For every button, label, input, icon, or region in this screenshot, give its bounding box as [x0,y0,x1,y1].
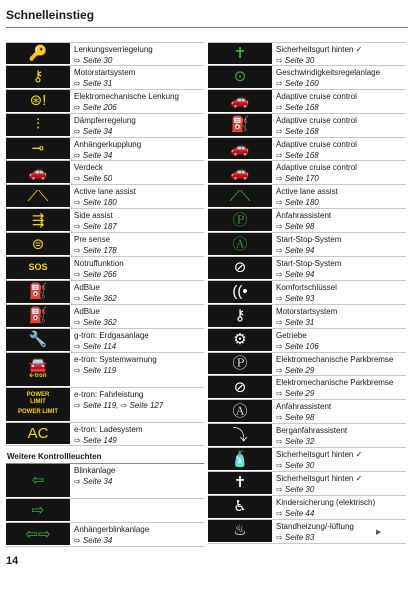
list-item [208,472,406,496]
parking-brake-icon-glyph: Ⓟ [232,355,248,373]
warning-light-name: Motorstartsystem [74,67,136,77]
warning-light-name: Sicherheitsgurt hinten ✓ [276,474,363,484]
child-lock-icon [208,496,272,519]
steering-lock-icon [6,43,70,65]
warning-light-name: Sicherheitsgurt hinten ✓ [276,45,363,54]
page-reference-link[interactable]: ⇨ Seite 34 [74,536,113,546]
comfort-key-icon-glyph: ((• [232,283,248,301]
list-item-text [272,448,362,471]
seatbelt-rear-icon-glyph: ✝ [233,44,247,62]
list-item-text [70,257,124,280]
acc-icon-3 [208,138,272,161]
list-item [6,423,204,447]
key-white-icon [208,305,272,328]
list-item [6,281,204,305]
page-reference-link[interactable]: ⇨ Seite 168 [276,126,319,136]
power-limit-label: POWER LIMIT [26,392,50,406]
seatbelt-rear-white-icon-2-glyph: ✝ [233,474,247,492]
list-item-text [272,496,375,519]
list-item-text [70,464,115,498]
list-item [208,66,406,90]
list-item-text [272,257,341,280]
page-reference-link[interactable]: ⇨ Seite 94 [276,246,315,256]
list-item [208,448,406,472]
list-item [6,233,204,257]
list-item-text [70,43,153,65]
warning-light-name: AdBlue [74,306,100,316]
list-item [208,138,406,162]
damper-icon-glyph: ⫶ [36,116,40,134]
list-item [208,424,406,448]
start-stop-off-icon [208,257,272,280]
list-item-text [70,90,179,113]
list-item [208,185,406,209]
adblue-icon-2 [6,305,70,328]
list-item [6,66,204,90]
list-item [6,138,204,162]
warning-light-name: e-tron: Ladesystem [74,424,143,434]
warning-light-name: Lenkungsverriegelung [74,45,153,54]
page-reference-link[interactable]: ⇨ Seite 187 [74,222,117,232]
lane-assist-green-icon-glyph: ⟋⟍ [229,187,251,205]
acc-icon-1 [208,90,272,113]
page-reference-link[interactable]: ⇨ Seite 170 [276,174,319,184]
list-item-text [272,233,341,256]
parking-brake-off-icon-glyph: ⊘ [233,378,247,396]
list-item-text [272,43,362,65]
list-item [6,523,204,547]
list-item [208,161,406,185]
trailer-turn-icon-glyph: ⇦⇨ [25,525,51,543]
header-divider [6,27,408,28]
warning-light-name: e-tron: Fahrleistung [74,389,144,399]
warning-light-name: Blinkanlage [74,466,116,476]
warning-light-name: Berganfahrassistent [276,426,348,436]
acc-icon-4-glyph: 🚗 [230,163,250,181]
list-item-text [70,138,141,161]
page-reference-link[interactable]: ⇨ Seite 149 [74,435,117,445]
side-assist-icon-glyph: ⇶ [31,211,45,229]
list-item-text [70,209,117,232]
page-reference-link[interactable]: ⇨ Seite 114 [74,341,117,351]
right-column [208,42,406,544]
lane-assist-icon-glyph: ⟋⟍ [27,187,49,205]
warning-light-name: Pre sense [74,235,111,245]
warning-light-name: Getriebe [276,330,307,340]
list-item-text [272,305,337,328]
aux-heater-icon [208,520,272,543]
page-title: Schnelleinstieg [6,8,95,22]
page-reference-link[interactable]: ⇨ Seite 31 [74,78,113,88]
list-item-text [272,281,337,304]
page-reference-link[interactable]: ⇨ Seite 30 [276,485,315,495]
list-item-text [70,499,74,522]
turn-right-icon [6,499,70,522]
list-item-text [272,114,357,137]
key-white-icon-glyph: ⚷ [234,307,246,325]
page-reference-link[interactable]: ⇨ Seite 119 [74,365,117,375]
list-item [6,114,204,138]
warning-light-name: Dämpferregelung [74,115,136,125]
parking-brake-icon [208,353,272,376]
pre-sense-icon [6,233,70,256]
adblue-icon-glyph: ⛽ [28,283,48,301]
warning-light-name: Elektromechanische Lenkung [74,91,179,101]
key-icon-glyph: ⚷ [32,68,44,86]
list-item-text [272,400,331,423]
start-stop-icon [208,233,272,256]
page-reference-link[interactable]: ⇨ Seite 93 [276,293,315,303]
page-reference-link[interactable]: ⇨ Seite 29 [276,365,315,375]
list-item-text [70,281,117,304]
acc-icon-3-glyph: 🚗 [230,140,250,157]
side-assist-icon [6,209,70,232]
list-item [6,161,204,185]
list-item-text [272,424,347,447]
seatbelt-rear-icon [208,43,272,65]
list-item-text [70,423,142,446]
page-reference-link[interactable]: ⇨ Seite 34 [74,126,113,136]
hill-descent-icon [208,424,272,447]
page-reference-link[interactable]: ⇨ Seite 30 [276,56,315,65]
page-reference-link[interactable]: ⇨ Seite 106 [276,341,319,351]
start-stop-off-icon-glyph: ⊘ [233,259,247,277]
wrench-icon [6,329,70,352]
page-reference-link[interactable]: ⇨ Seite 180 [276,198,319,208]
seatbelt-rear-white-icon-glyph: 🧴 [230,450,250,468]
warning-light-name: Notruffunktion [74,259,124,269]
list-item [6,464,204,499]
warning-light-name: Kindersicherung (elektrisch) [276,497,376,507]
page-reference-link[interactable]: ⇨ Seite 44 [276,508,315,518]
page-reference-link[interactable]: ⇨ Seite 83 [276,532,315,542]
acc-icon-1-glyph: 🚗 [230,92,250,110]
list-item-text [70,305,117,328]
warning-light-name: Motorstartsystem [276,306,338,316]
warning-light-name: Anhängerblinkanlage [74,525,150,535]
page-reference-link[interactable]: ⇨ Seite 168 [276,102,319,112]
hold-assist-icon-glyph: Ⓐ [232,402,248,420]
hill-descent-icon-glyph: ⤵ [232,426,248,444]
steering-warning-icon [6,90,70,113]
list-item-text [272,353,393,376]
warning-light-name: Sicherheitsgurt hinten ✓ [276,450,363,460]
hill-start-icon-glyph: Ⓟ [232,211,248,229]
page-reference-link[interactable]: ⇨ Seite 119, ⇨ Seite 127 [74,400,164,410]
trailer-hitch-icon [6,138,70,161]
warning-light-name: Elektromechanische Parkbremse [276,378,394,388]
ac-charging-icon-glyph: AC [27,425,49,443]
list-item [6,209,204,233]
convertible-top-icon [6,161,70,184]
warning-light-name: Anhängerkupplung [74,139,142,149]
list-item [208,42,406,66]
steering-lock-icon-glyph: 🔑 [28,44,48,62]
damper-icon [6,114,70,137]
turn-left-icon-glyph: ⇦ [31,472,45,490]
list-item [208,329,406,353]
warning-light-name: e-tron: Systemwarnung [74,354,157,364]
aux-heater-icon-glyph: ♨ [233,522,247,540]
list-item-text [70,66,135,89]
pre-sense-icon-glyph: ⊜ [31,235,45,253]
page-reference-link[interactable]: ⇨ Seite 34 [74,150,113,160]
list-item [6,329,204,353]
list-item [6,353,204,388]
warning-light-name: Side assist [74,211,113,221]
list-item [208,376,406,400]
gearbox-icon [208,329,272,352]
seatbelt-rear-white-icon [208,448,272,471]
warning-light-name: Adaptive cruise control [276,139,357,149]
list-item [6,42,204,66]
adblue-icon [6,281,70,304]
list-item [6,499,204,523]
warning-light-name: Active lane assist [276,187,338,197]
list-item [6,185,204,209]
etron-car-glyph: 🚘 [28,357,48,375]
hill-start-icon [208,209,272,232]
acc-icon-4 [208,161,272,184]
list-item [208,305,406,329]
page-reference-link[interactable]: ⇨ Seite 34 [74,477,113,487]
list-item-text [70,329,149,352]
warning-light-name: Adaptive cruise control [276,115,357,125]
list-item [208,209,406,233]
page-reference-link[interactable]: ⇨ Seite 29 [276,389,315,399]
key-icon [6,66,70,89]
page-reference-link[interactable]: ⇨ Seite 50 [74,174,113,184]
list-item-text [70,185,136,208]
page-reference-link[interactable]: ⇨ Seite 30 [74,56,113,65]
warning-light-name: Verdeck [74,163,103,173]
warning-light-name: Adaptive cruise control [276,163,357,173]
list-item-text [272,520,354,543]
seatbelt-rear-white-icon-2 [208,472,272,495]
warning-light-name: Standheizung/-lüftung [276,521,354,531]
list-item-text [272,209,331,232]
page-reference-link[interactable]: ⇨ Seite 180 [74,198,117,208]
etron-label: e-tron [29,373,47,380]
list-item-text [70,353,157,387]
list-item-text [70,388,163,422]
warning-light-name: g-tron: Erdgasanlage [74,330,149,340]
steering-warning-icon-glyph: ⊛! [29,92,47,110]
section-title: Weitere Kontrollleuchten [6,450,204,464]
wrench-icon-glyph: 🔧 [28,331,48,349]
warning-light-name: Anfahrassistent [276,402,332,412]
list-item [6,305,204,329]
warning-light-name: Geschwindigkeitsregelanlage [276,67,381,77]
hold-assist-icon [208,400,272,423]
warning-light-name: Active lane assist [74,187,136,197]
page-reference-link[interactable]: ⇨ Seite 98 [276,222,315,232]
etron-system-icon [6,353,70,387]
cruise-control-icon-glyph: ⊙ [233,68,247,86]
adblue-icon-2-glyph: ⛽ [28,307,48,325]
list-item-text [70,161,112,184]
list-item-text [272,329,319,352]
list-item-text [272,66,380,89]
acc-icon-2 [208,114,272,137]
convertible-top-icon-glyph: 🚗 [28,163,48,181]
list-item-text [272,90,357,113]
warning-light-name: Anfahrassistent [276,211,332,221]
trailer-hitch-icon-glyph: ⊸ [31,140,45,157]
page-reference-link[interactable]: ⇨ Seite 98 [276,413,315,423]
next-page-arrow-icon: ▶ [376,529,382,536]
page-reference-link[interactable]: ⇨ Seite 30 [276,461,315,471]
left-column [6,42,204,547]
warning-light-name: Adaptive cruise control [276,91,357,101]
sos-icon [6,257,70,280]
acc-icon-2-glyph: ⛽ [230,116,250,134]
turn-right-icon-glyph: ⇨ [31,501,45,519]
warning-light-name: AdBlue [74,282,100,292]
list-item [208,233,406,257]
warning-light-name: Start-Stop-System [276,235,342,245]
power-limit-label-2: POWER LIMIT [18,409,58,416]
list-item [208,114,406,138]
warning-light-name: Elektromechanische Parkbremse [276,354,394,364]
page-number: 14 [6,555,19,567]
list-item-text [272,376,393,399]
child-lock-icon-glyph: ♿ [233,498,247,516]
cruise-control-icon [208,66,272,89]
parking-brake-off-icon [208,376,272,399]
page-reference-link[interactable]: ⇨ Seite 168 [276,150,319,160]
page-reference-link[interactable]: ⇨ Seite 178 [74,246,117,256]
warning-light-name: Start-Stop-System [276,259,342,269]
lane-assist-icon [6,185,70,208]
page-reference-link[interactable]: ⇨ Seite 266 [74,270,117,280]
page-reference-link[interactable]: ⇨ Seite 32 [276,437,315,447]
page-reference-link[interactable]: ⇨ Seite 362 [74,317,117,327]
list-item [6,388,204,423]
page-reference-link[interactable]: ⇨ Seite 94 [276,270,315,280]
turn-left-icon [6,464,70,498]
list-item-text [272,138,357,161]
lane-assist-green-icon [208,185,272,208]
list-item-text [70,233,117,256]
list-item [6,90,204,114]
list-item [208,281,406,305]
start-stop-icon-glyph: Ⓐ [232,235,248,253]
list-item-text [272,185,338,208]
list-item [208,353,406,377]
trailer-turn-icon [6,523,70,546]
list-item [208,496,406,520]
list-item-text [272,161,357,184]
warning-light-name: Komfortschlüssel [276,282,337,292]
page-reference-link[interactable]: ⇨ Seite 31 [276,317,315,327]
list-item-text [70,523,149,546]
sos-icon-glyph: SOS [28,262,48,273]
comfort-key-icon [208,281,272,304]
list-item [6,257,204,281]
ac-charging-icon [6,423,70,446]
list-item [208,90,406,114]
list-item-text [70,114,136,137]
list-item [208,257,406,281]
page-reference-link[interactable]: ⇨ Seite 362 [74,293,117,303]
list-item [208,400,406,424]
page-reference-link[interactable]: ⇨ Seite 206 [74,102,117,112]
power-limit-icon [6,388,70,422]
list-item-text [272,472,362,495]
gearbox-icon-glyph: ⚙ [233,331,247,349]
page-reference-link[interactable]: ⇨ Seite 160 [276,78,319,88]
